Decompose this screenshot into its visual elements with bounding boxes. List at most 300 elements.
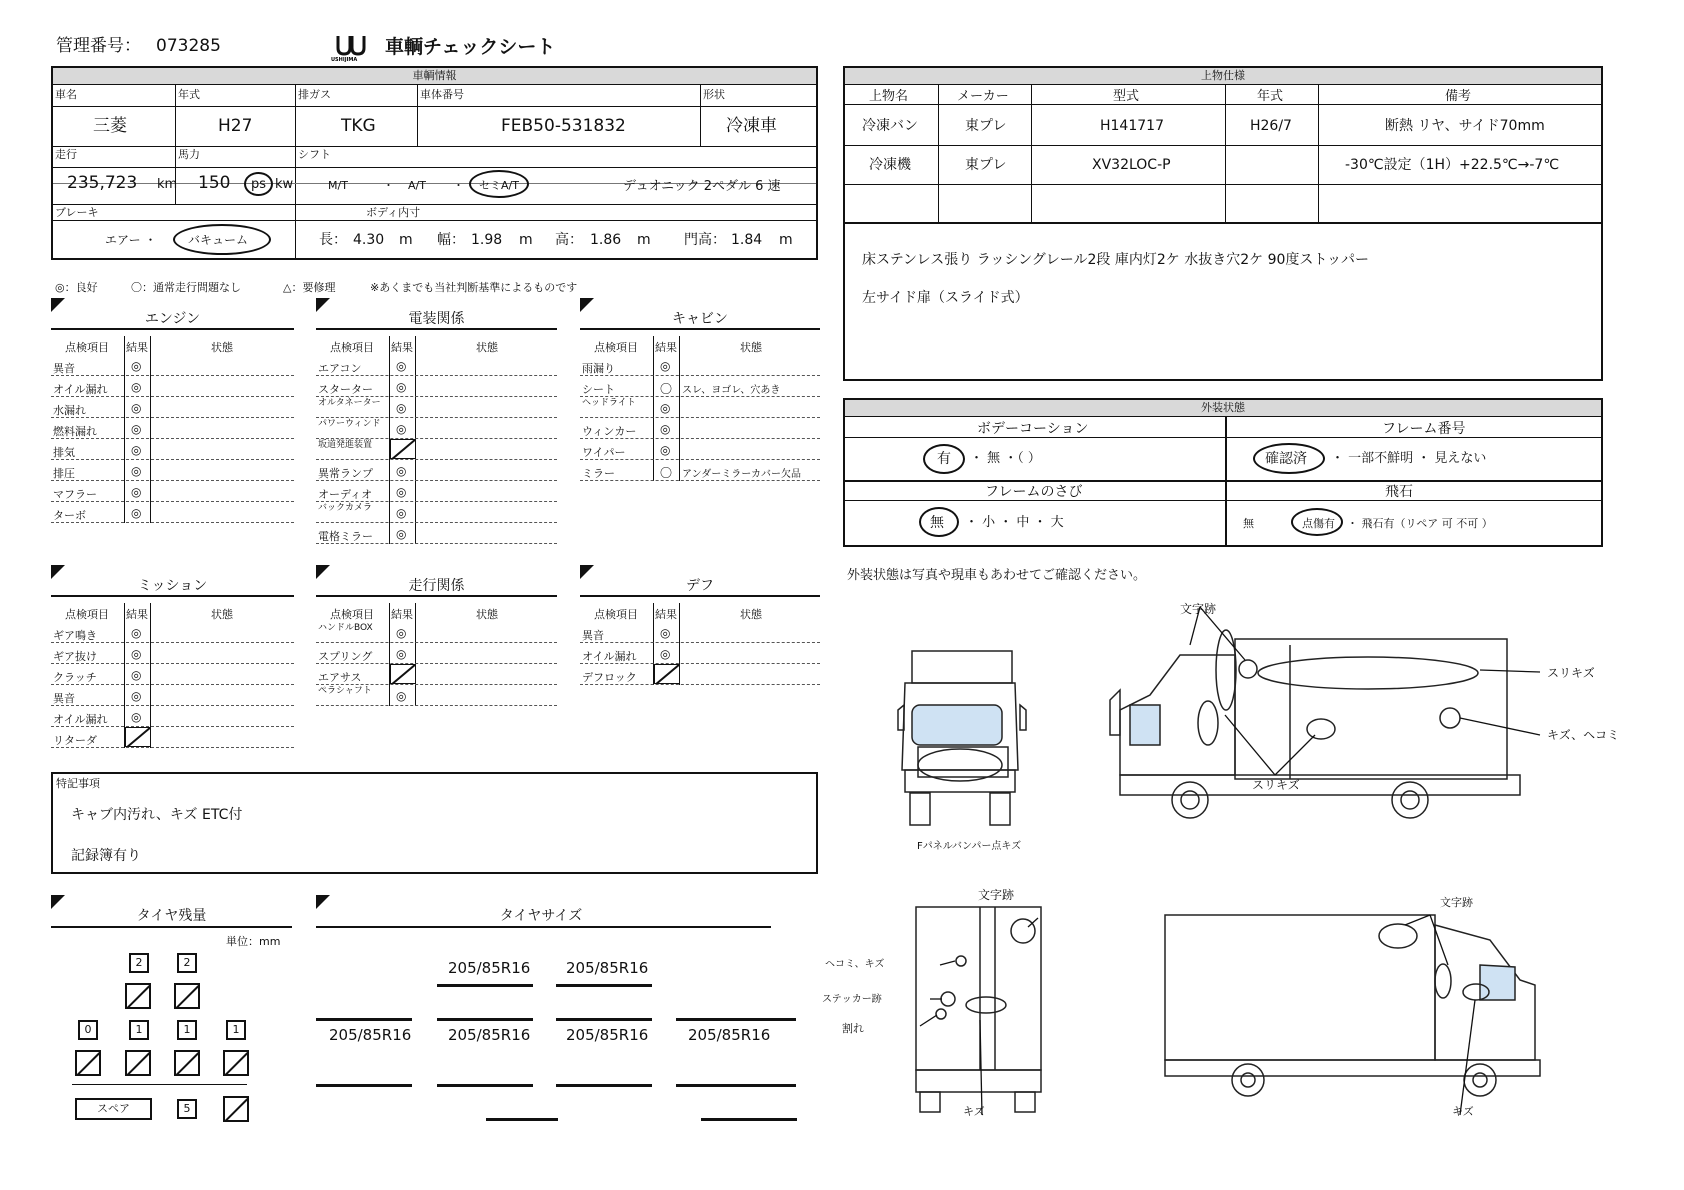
col-result: 結果 bbox=[655, 608, 677, 621]
electric-row bbox=[316, 460, 557, 481]
tire-spare-inner-empty bbox=[223, 1096, 249, 1122]
check-result: ◎ bbox=[131, 689, 142, 703]
stone-none: 無 bbox=[1243, 517, 1254, 530]
rust-none: 無 bbox=[930, 515, 944, 531]
running-row bbox=[316, 664, 557, 685]
tire-front-inner-left-empty bbox=[125, 983, 151, 1009]
divider bbox=[845, 480, 1601, 482]
divider bbox=[845, 104, 1601, 105]
check-item: オイル漏れ bbox=[582, 650, 637, 663]
tire-size-f1: 205/85R16 bbox=[448, 959, 531, 977]
cabin-row bbox=[580, 397, 820, 418]
check-item: スターター bbox=[318, 383, 373, 396]
tire-size-title: タイヤサイズ bbox=[499, 908, 583, 924]
electric-title: 電装関係 bbox=[408, 311, 465, 327]
page-title: 車輌チェックシート bbox=[385, 36, 556, 58]
hp-value: 150 bbox=[198, 173, 231, 193]
dim-len-label: 長： bbox=[319, 232, 347, 248]
rust-circle bbox=[919, 507, 959, 537]
check-result: 〇 bbox=[660, 466, 673, 480]
check-item: 燃料漏れ bbox=[53, 425, 97, 438]
vehicle-info-box bbox=[51, 66, 818, 260]
brake-air: エアー ・ bbox=[105, 233, 157, 247]
divider bbox=[1225, 417, 1227, 547]
tire-line bbox=[437, 1018, 533, 1021]
check-result: ◎ bbox=[660, 359, 671, 373]
col-state: 状態 bbox=[476, 608, 498, 621]
diff-row bbox=[580, 643, 820, 664]
dim-len: 4.30 bbox=[353, 232, 385, 248]
label-hp: 馬力 bbox=[178, 148, 200, 161]
check-item: ギア抜け bbox=[53, 650, 97, 663]
shift-semi-at: セミA/T bbox=[479, 179, 519, 192]
cabin-row bbox=[580, 439, 820, 460]
electric-row bbox=[316, 481, 557, 502]
frame-confirmed: 確認済 bbox=[1265, 451, 1307, 467]
check-item: リターダ bbox=[53, 734, 97, 747]
check-result: ◎ bbox=[396, 527, 407, 541]
divider bbox=[316, 328, 557, 330]
label-moji-2: 文字跡 bbox=[978, 888, 1015, 902]
cabin-row bbox=[580, 460, 820, 481]
truck-right-side-view bbox=[1165, 915, 1540, 1096]
check-result: ◎ bbox=[131, 359, 142, 373]
cabin-row bbox=[580, 355, 820, 376]
divider bbox=[51, 595, 294, 597]
check-item: 坂道発進装置 bbox=[318, 440, 373, 450]
col-state: 状態 bbox=[211, 341, 233, 354]
divider bbox=[580, 328, 820, 330]
stone-dent: 点傷有 bbox=[1302, 517, 1335, 530]
running-row bbox=[316, 685, 557, 706]
label-moji-1: 文字跡 bbox=[1180, 602, 1217, 616]
check-item: パワーウィンド bbox=[318, 419, 381, 429]
running-row bbox=[316, 622, 557, 643]
diff-row bbox=[580, 664, 820, 685]
electric-row bbox=[316, 418, 557, 439]
tire-rear-3: 1 bbox=[177, 1020, 197, 1040]
upper-notes-2: 左サイド扉（スライド式） bbox=[862, 290, 1029, 306]
divider bbox=[938, 85, 939, 222]
check-item: ターボ bbox=[53, 509, 86, 522]
diff-row bbox=[580, 622, 820, 643]
label-brake: ブレーキ bbox=[55, 206, 99, 219]
special-line2: 記録簿有り bbox=[71, 848, 141, 864]
dim-door-unit: m bbox=[779, 232, 793, 248]
dim-h-unit: m bbox=[637, 232, 651, 248]
check-item: 異音 bbox=[53, 362, 75, 375]
check-result: ◎ bbox=[131, 647, 142, 661]
check-item: ハンドルBOX bbox=[318, 623, 373, 633]
engine-row bbox=[51, 418, 294, 439]
engine-title: エンジン bbox=[144, 311, 201, 327]
tire-size-r2: 205/85R16 bbox=[448, 1026, 531, 1044]
label-kizu-1: キズ bbox=[963, 1105, 985, 1118]
engine-row bbox=[51, 460, 294, 481]
spare-label bbox=[75, 1098, 152, 1120]
exterior-box bbox=[843, 398, 1603, 547]
label-body-no: 車体番号 bbox=[420, 88, 464, 101]
label-shift: シフト bbox=[298, 148, 331, 161]
tire-rear-inner-3 bbox=[174, 1050, 200, 1076]
dim-door: 1.84 bbox=[731, 232, 763, 248]
special-notes-box bbox=[51, 772, 818, 874]
upper-h-year: 年式 bbox=[1257, 89, 1284, 104]
check-item: 異音 bbox=[53, 692, 75, 705]
upper-spec-box bbox=[843, 66, 1603, 381]
dim-len-unit: m bbox=[399, 232, 413, 248]
emission-value: TKG bbox=[341, 116, 376, 136]
divider bbox=[316, 595, 557, 597]
ext-frame-no: フレーム番号 bbox=[1382, 421, 1466, 437]
shift-dot1: ・ bbox=[383, 179, 394, 192]
col-item: 点検項目 bbox=[594, 341, 638, 354]
upper-r2-maker: 東プレ bbox=[965, 157, 1007, 173]
divider bbox=[700, 85, 701, 146]
engine-row bbox=[51, 439, 294, 460]
upper-notes-1: 床ステンレス張り ラッシングレール2段 庫内灯2ケ 水抜き穴2ケ 90度ストッパー bbox=[862, 252, 1369, 268]
check-item: オイル漏れ bbox=[53, 383, 108, 396]
check-result: ◎ bbox=[660, 422, 671, 436]
electric-row bbox=[316, 397, 557, 418]
check-item: 排圧 bbox=[53, 467, 75, 480]
check-result: ◎ bbox=[396, 626, 407, 640]
tire-line bbox=[556, 1084, 652, 1087]
check-result: ◎ bbox=[396, 380, 407, 394]
label-body-inner: ボディ内寸 bbox=[366, 206, 421, 219]
dim-h: 1.86 bbox=[590, 232, 622, 248]
divider bbox=[1225, 85, 1226, 222]
divider bbox=[295, 85, 296, 260]
tire-front-right: 2 bbox=[177, 953, 197, 973]
divider bbox=[53, 220, 816, 221]
check-item: シート bbox=[582, 383, 615, 396]
check-result: ◎ bbox=[396, 464, 407, 478]
cabin-row bbox=[580, 376, 820, 397]
rust-rest: ・ 小 ・ 中 ・ 大 bbox=[965, 515, 1064, 530]
special-line1: キャブ内汚れ、キズ ETC付 bbox=[71, 807, 243, 823]
check-item: ペラシャフト bbox=[318, 686, 372, 696]
label-kizu-hekomi: キズ、ヘコミ bbox=[1547, 728, 1620, 742]
mission-row bbox=[51, 706, 294, 727]
col-result: 結果 bbox=[655, 341, 677, 354]
ext-frame-rust: フレームのさび bbox=[985, 484, 1083, 500]
tire-line bbox=[437, 984, 533, 987]
col-result: 結果 bbox=[126, 608, 148, 621]
coat-rest: ・ 無 ・（ ） bbox=[970, 451, 1041, 466]
divider bbox=[53, 167, 816, 168]
check-result: ◎ bbox=[131, 380, 142, 394]
check-result: ◎ bbox=[396, 422, 407, 436]
check-item: オーディオ bbox=[318, 488, 373, 501]
tire-rear-inner-2 bbox=[125, 1050, 151, 1076]
upper-r1-note: 断熱 リヤ、サイド70mm bbox=[1385, 118, 1545, 134]
check-result: ◎ bbox=[131, 506, 142, 520]
legend-good: ◎：良好 bbox=[55, 281, 98, 294]
hp-unit-kw: kw bbox=[275, 177, 294, 192]
check-item: バックカメラ bbox=[318, 503, 373, 513]
check-result-na bbox=[125, 727, 151, 747]
check-item: オイル漏れ bbox=[53, 713, 108, 726]
check-item: 異音 bbox=[582, 629, 604, 642]
upper-r2-name: 冷凍機 bbox=[869, 157, 911, 173]
tire-size-r3: 205/85R16 bbox=[566, 1026, 649, 1044]
year-value: H27 bbox=[218, 116, 253, 136]
check-item: ヘッドライト bbox=[582, 398, 636, 408]
dim-door-label: 門高： bbox=[684, 232, 726, 248]
upper-r1-maker: 東プレ bbox=[965, 118, 1007, 134]
check-item: マフラー bbox=[53, 488, 97, 501]
legend-ok: 〇：通常走行問題なし bbox=[131, 281, 241, 294]
col-item: 点検項目 bbox=[594, 608, 638, 621]
upper-r1-model: H141717 bbox=[1100, 118, 1164, 134]
engine-row bbox=[51, 397, 294, 418]
check-result-na bbox=[390, 439, 416, 459]
label-kizu-2: キズ bbox=[1452, 1105, 1474, 1118]
hp-unit-circle bbox=[244, 172, 273, 196]
check-item: エアコン bbox=[318, 362, 362, 375]
check-item: 異常ランプ bbox=[318, 467, 373, 480]
engine-row bbox=[51, 502, 294, 523]
tire-line bbox=[556, 1018, 652, 1021]
col-state: 状態 bbox=[211, 608, 233, 621]
legend-note: ※あくまでも当社判断基準によるものです bbox=[370, 281, 578, 294]
label-mileage: 走行 bbox=[55, 148, 77, 161]
truck-side-view bbox=[1110, 630, 1520, 818]
col-item: 点検項目 bbox=[65, 341, 109, 354]
divider bbox=[53, 204, 816, 205]
col-item: 点検項目 bbox=[65, 608, 109, 621]
label-ware: 割れ bbox=[842, 1022, 864, 1035]
vehicle-info-header: 車輌情報 bbox=[53, 68, 816, 85]
mission-title: ミッション bbox=[137, 578, 208, 594]
upper-r1-name: 冷凍バン bbox=[862, 118, 918, 134]
col-result: 結果 bbox=[126, 341, 148, 354]
body-no-value: FEB50-531832 bbox=[501, 116, 626, 136]
make-value: 三菱 bbox=[93, 116, 127, 136]
tire-rear-inner-1 bbox=[75, 1050, 101, 1076]
upper-h-model: 型式 bbox=[1113, 89, 1140, 104]
divider bbox=[845, 184, 1601, 185]
mission-row bbox=[51, 685, 294, 706]
special-title: 特記事項 bbox=[56, 777, 100, 790]
spare-label-text: スペア bbox=[97, 1102, 130, 1115]
col-state: 状態 bbox=[476, 341, 498, 354]
dim-w: 1.98 bbox=[471, 232, 503, 248]
label-moji-3: 文字跡 bbox=[1440, 896, 1473, 909]
electric-row bbox=[316, 355, 557, 376]
coat-circle bbox=[923, 444, 965, 474]
check-result: ◎ bbox=[660, 647, 671, 661]
tire-line bbox=[676, 1084, 796, 1087]
check-result: ◎ bbox=[396, 485, 407, 499]
shift-circle bbox=[469, 170, 529, 198]
tire-rear-4: 1 bbox=[226, 1020, 246, 1040]
divider bbox=[51, 926, 292, 928]
tire-line bbox=[316, 1018, 412, 1021]
divider bbox=[845, 222, 1601, 224]
frame-circle bbox=[1253, 443, 1325, 474]
upper-h-note: 備考 bbox=[1445, 89, 1472, 104]
label-year: 年式 bbox=[178, 88, 200, 101]
label-make: 車名 bbox=[55, 88, 77, 101]
running-row bbox=[316, 643, 557, 664]
hp-unit-ps: ps bbox=[251, 177, 267, 192]
brake-circle bbox=[173, 224, 271, 255]
check-item: ミラー bbox=[582, 467, 615, 480]
upper-spec-header: 上物仕様 bbox=[845, 68, 1601, 85]
label-surikizu-1: スリキズ bbox=[1547, 666, 1595, 680]
tire-size-r1: 205/85R16 bbox=[329, 1026, 412, 1044]
upper-r2-model: XV32LOC-P bbox=[1092, 157, 1171, 173]
company-logo bbox=[330, 34, 372, 62]
engine-row bbox=[51, 376, 294, 397]
check-result: ◎ bbox=[131, 626, 142, 640]
divider bbox=[845, 437, 1601, 438]
col-result: 結果 bbox=[391, 608, 413, 621]
cabin-row bbox=[580, 418, 820, 439]
tire-spare: 5 bbox=[177, 1099, 197, 1119]
logo-text: USHIJIMA bbox=[331, 57, 358, 62]
col-state: 状態 bbox=[740, 608, 762, 621]
tire-unit: 単位：mm bbox=[226, 935, 281, 948]
check-result: ◎ bbox=[660, 443, 671, 457]
check-result: ◎ bbox=[396, 401, 407, 415]
check-state: アンダーミラーカバー欠品 bbox=[682, 469, 801, 480]
check-result-na bbox=[654, 664, 680, 684]
divider bbox=[580, 595, 820, 597]
mission-row bbox=[51, 643, 294, 664]
electric-row bbox=[316, 439, 557, 460]
tire-line bbox=[437, 1084, 533, 1087]
divider bbox=[53, 146, 816, 147]
upper-r2-note: -30℃設定（1H）+22.5℃→-7℃ bbox=[1345, 157, 1560, 173]
check-item: ワイパー bbox=[582, 446, 626, 459]
coat-yes: 有 bbox=[937, 451, 951, 467]
check-state: スレ、ヨゴレ、穴あき bbox=[682, 385, 781, 396]
shift-dot2: ・ bbox=[453, 179, 464, 192]
check-item: ギア鳴き bbox=[53, 629, 97, 642]
electric-row bbox=[316, 523, 557, 544]
cabin-title: キャビン bbox=[672, 311, 728, 327]
check-result: ◎ bbox=[131, 668, 142, 682]
divider bbox=[53, 106, 816, 107]
label-surikizu-2: スリキズ bbox=[1252, 778, 1300, 792]
divider bbox=[1318, 85, 1319, 222]
label-sticker: ステッカー跡 bbox=[822, 994, 882, 1005]
frame-rest: ・ 一部不鮮明 ・ 見えない bbox=[1331, 451, 1487, 466]
exterior-note: 外装状態は写真や現車もあわせてご確認ください。 bbox=[847, 568, 1147, 583]
check-item: 雨漏り bbox=[582, 362, 615, 375]
divider bbox=[845, 500, 1601, 501]
divider bbox=[51, 328, 294, 330]
check-result: ◎ bbox=[131, 401, 142, 415]
legend-fix: △：要修理 bbox=[283, 281, 336, 294]
tire-rear-2: 1 bbox=[129, 1020, 149, 1040]
shift-note: デュオニック 2ペダル 6 速 bbox=[623, 179, 781, 194]
tire-front-left: 2 bbox=[129, 953, 149, 973]
tire-line bbox=[556, 984, 652, 987]
divider bbox=[1031, 85, 1032, 222]
check-item: 排気 bbox=[53, 446, 75, 459]
tire-rear-1: 0 bbox=[78, 1020, 98, 1040]
electric-row bbox=[316, 502, 557, 523]
check-item: ウィンカー bbox=[582, 425, 637, 438]
check-item: オルタネーター bbox=[318, 398, 381, 408]
divider bbox=[72, 1084, 247, 1085]
engine-row bbox=[51, 481, 294, 502]
check-item: 電格ミラー bbox=[318, 530, 373, 543]
divider bbox=[417, 85, 418, 146]
check-item: 水漏れ bbox=[53, 404, 86, 417]
tire-line bbox=[676, 1018, 796, 1021]
dim-w-label: 幅： bbox=[437, 232, 465, 248]
ext-body-coat: ボデーコーション bbox=[977, 421, 1089, 437]
check-result: ◎ bbox=[131, 422, 142, 436]
shift-at: A/T bbox=[408, 179, 426, 192]
check-result: 〇 bbox=[660, 382, 673, 396]
tire-remain-title: タイヤ残量 bbox=[136, 908, 207, 924]
mission-row bbox=[51, 622, 294, 643]
running-title: 走行関係 bbox=[408, 578, 465, 594]
upper-h-name: 上物名 bbox=[869, 89, 909, 104]
tire-size-f2: 205/85R16 bbox=[566, 959, 649, 977]
divider bbox=[316, 926, 771, 928]
check-result: ◎ bbox=[396, 689, 407, 703]
check-result-na bbox=[390, 664, 416, 684]
mission-row bbox=[51, 727, 294, 748]
upper-h-maker: メーカー bbox=[957, 89, 1009, 104]
check-result: ◎ bbox=[660, 626, 671, 640]
check-result: ◎ bbox=[131, 485, 142, 499]
check-result: ◎ bbox=[131, 710, 142, 724]
stone-circle bbox=[1291, 508, 1343, 536]
col-item: 点検項目 bbox=[330, 608, 374, 621]
col-result: 結果 bbox=[391, 341, 413, 354]
check-result: ◎ bbox=[660, 401, 671, 415]
check-item: クラッチ bbox=[53, 671, 97, 684]
truck-rear-view bbox=[916, 907, 1041, 1112]
mgmt-label: 管理番号： bbox=[56, 36, 141, 56]
tire-front-inner-right-empty bbox=[174, 983, 200, 1009]
dim-h-label: 高： bbox=[555, 232, 583, 248]
tire-line bbox=[701, 1118, 797, 1121]
brake-vacuum: バキューム bbox=[188, 233, 249, 247]
tire-size-r4: 205/85R16 bbox=[688, 1026, 771, 1044]
check-result: ◎ bbox=[131, 443, 142, 457]
mission-row bbox=[51, 664, 294, 685]
dim-w-unit: m bbox=[519, 232, 533, 248]
check-item: デフロック bbox=[582, 671, 637, 684]
tire-rear-inner-4 bbox=[223, 1050, 249, 1076]
label-front-bumper: Fパネルバンパー点キズ bbox=[917, 841, 1022, 852]
mgmt-number: 073285 bbox=[156, 36, 221, 56]
check-item: スプリング bbox=[318, 650, 373, 663]
label-emission: 排ガス bbox=[298, 88, 331, 101]
check-result: ◎ bbox=[396, 647, 407, 661]
shift-mt: M/T bbox=[328, 179, 348, 192]
check-result: ◎ bbox=[396, 506, 407, 520]
label-shape: 形状 bbox=[703, 88, 725, 101]
electric-row bbox=[316, 376, 557, 397]
diff-title: デフ bbox=[686, 578, 714, 594]
stone-rest: ・ 飛石有（リペア 可 不可 ） bbox=[1347, 517, 1493, 530]
check-result: ◎ bbox=[396, 359, 407, 373]
shape-value: 冷凍車 bbox=[726, 116, 777, 136]
col-state: 状態 bbox=[740, 341, 762, 354]
mileage-unit: km bbox=[157, 177, 178, 192]
tire-line bbox=[316, 1084, 412, 1087]
